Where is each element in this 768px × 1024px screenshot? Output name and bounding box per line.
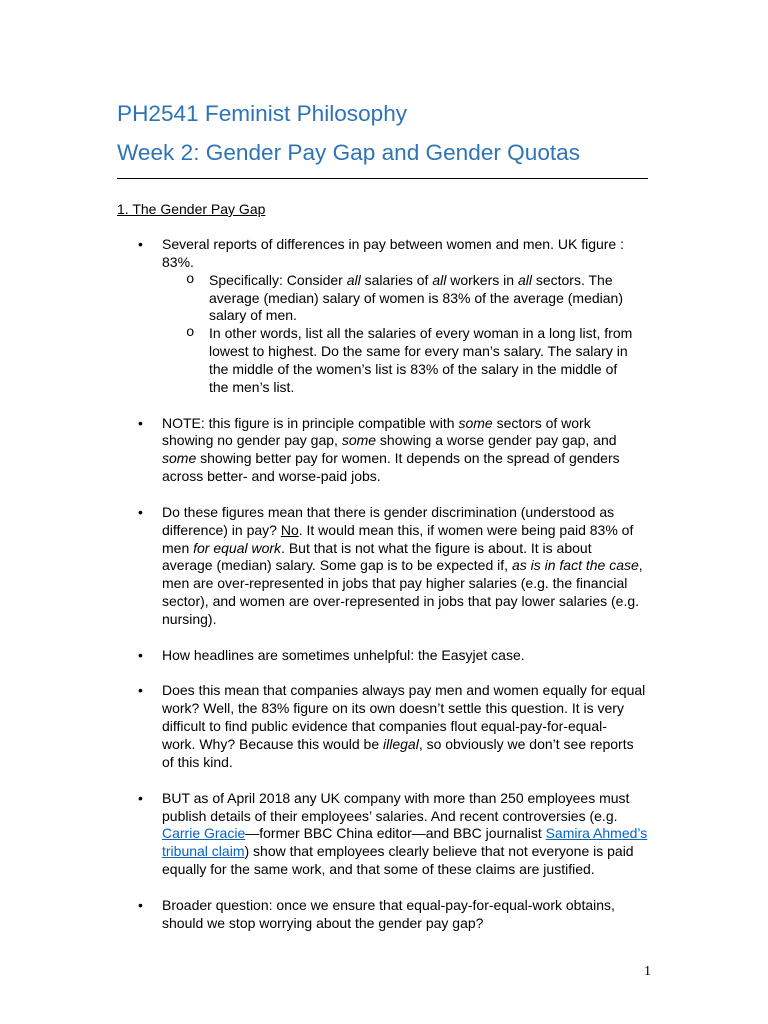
bullet-marker: •	[138, 646, 143, 663]
bullet-marker: •	[138, 236, 143, 252]
underlined-text: No	[280, 521, 299, 538]
text-run: sector), and women are over-represented in jobs that pay lower salaries (e.g.	[162, 593, 640, 610]
week-title: Week 2: Gender Pay Gap and Gender Quotas	[117, 140, 581, 165]
bullet-text	[162, 647, 647, 665]
bullet-marker: •	[138, 503, 143, 520]
text-run: work. Why? Because this would be	[162, 736, 383, 753]
text-line	[209, 379, 647, 397]
sub-bullet-item	[186, 325, 647, 396]
text-line	[162, 825, 647, 843]
hyperlink[interactable]: Samira Ahmed’s	[545, 825, 648, 842]
text-run: average (median) salary. Some gap is to be expected if,	[162, 557, 512, 574]
text-run: average (median) salary of women is 83% of the average (median)	[209, 289, 623, 306]
text-run: ,	[638, 557, 643, 574]
text-run: salaries of	[360, 271, 433, 288]
text-line	[162, 254, 647, 272]
emphasis-text: some	[341, 432, 377, 449]
text-run: Specifically: Consider	[209, 271, 347, 288]
text-run: Do these figures mean that there is gender discrimination (understood as	[162, 503, 615, 520]
emphasis-text: for equal work	[193, 539, 282, 556]
page-number: 1	[644, 964, 651, 979]
bullet-text	[162, 415, 647, 486]
text-run: the men’s list.	[209, 378, 295, 395]
sub-bullet-text	[209, 325, 647, 396]
sub-bullet-text	[209, 272, 647, 326]
emphasis-text: all	[517, 271, 532, 288]
text-line	[162, 843, 647, 861]
text-line	[209, 272, 647, 290]
text-run: . It would mean this, if women were being paid 83% of	[298, 521, 634, 538]
title-divider-rule	[117, 178, 648, 179]
bullet-text	[162, 897, 647, 933]
text-run: 83%.	[162, 253, 194, 270]
text-run: ) show that employees clearly believe that not everyone is paid	[244, 843, 634, 860]
bullet-item	[138, 236, 647, 397]
text-line	[162, 861, 647, 879]
bullet-text	[162, 790, 647, 879]
text-line	[162, 415, 647, 433]
bullet-item	[138, 646, 647, 665]
text-run: BUT as of April 2018 any UK company with more than 250 employees must	[162, 789, 630, 806]
text-run: difficult to find public evidence that companies flout equal-pay-for-equal-	[162, 718, 607, 735]
bullet-marker: •	[138, 682, 143, 699]
text-run: showing better pay for women. It depends on the spread of genders	[196, 450, 620, 467]
text-line	[209, 325, 647, 343]
text-run: across better- and worse-paid jobs.	[162, 468, 381, 485]
text-run: showing no gender pay gap,	[162, 432, 342, 449]
sub-bullet-list	[162, 272, 647, 397]
emphasis-text: as is in fact the case	[511, 557, 639, 574]
text-run: equally for the same work, and that some of these claims are justified.	[162, 861, 595, 878]
text-run: the middle of the women’s list is 83% of the salary in the middle of	[209, 361, 618, 378]
text-line	[162, 647, 647, 665]
section-heading: 1. The Gender Pay Gap	[117, 201, 266, 217]
text-line	[162, 504, 647, 522]
text-run: sectors of work	[492, 414, 591, 431]
text-run: should we stop worrying about the gender pay gap?	[162, 914, 484, 931]
text-line	[162, 915, 647, 933]
text-run: How headlines are sometimes unhelpful: the Easyjet case.	[162, 646, 525, 663]
text-run: —former BBC China editor—and BBC journalist	[245, 825, 546, 842]
text-line	[162, 718, 647, 736]
text-run: Several reports of differences in pay between women and men. UK figure :	[162, 236, 624, 252]
text-run: of this kind.	[162, 753, 233, 770]
text-run: . But that is not what the figure is about. It is about	[281, 539, 592, 556]
bullet-item	[138, 789, 648, 879]
text-line	[209, 343, 647, 361]
text-run: salary of men.	[209, 307, 297, 324]
emphasis-text: all	[432, 271, 447, 288]
text-line	[162, 897, 647, 915]
bullet-marker: •	[138, 789, 143, 806]
text-line	[162, 468, 647, 486]
bullet-list	[138, 236, 648, 933]
emphasis-text: all	[346, 271, 361, 288]
text-line	[209, 361, 647, 379]
text-line	[162, 682, 647, 700]
text-run: Broader question: once we ensure that equal-pay-for-equal-work obtains,	[162, 896, 615, 913]
bullet-item	[138, 682, 647, 771]
sub-bullet-item	[186, 271, 647, 326]
bullet-text	[162, 682, 647, 771]
text-line	[162, 236, 647, 254]
text-line	[162, 700, 647, 718]
text-run: Does this mean that companies always pay men and women equally for equal	[162, 682, 646, 699]
text-line	[162, 754, 647, 772]
bullet-text	[162, 236, 647, 272]
text-run: In other words, list all the salaries of every woman in a long list, from	[209, 325, 633, 342]
bullet-marker: •	[138, 896, 143, 913]
text-run: lowest to highest. Do the same for every man’s salary. The salary in	[209, 343, 628, 360]
text-line	[209, 290, 647, 308]
text-line	[162, 540, 647, 558]
course-title: PH2541 Feminist Philosophy	[117, 101, 408, 126]
text-run: workers in	[446, 271, 518, 288]
text-run: men are over-represented in jobs that pay higher salaries (e.g. the financial	[162, 575, 628, 592]
emphasis-text: some	[458, 414, 493, 431]
text-line	[209, 307, 647, 325]
sub-bullet-marker: o	[186, 271, 195, 288]
text-line	[162, 432, 647, 450]
text-run: , so obviously we don’t see reports	[418, 736, 634, 753]
emphasis-text: some	[162, 450, 197, 467]
text-line	[162, 575, 647, 593]
text-run: publish details of their employees’ salaries. And recent controversies (e.g.	[162, 807, 618, 824]
sub-bullet-marker: o	[186, 325, 195, 342]
text-run: men	[162, 539, 194, 556]
bullet-item	[138, 414, 647, 486]
bullet-item	[138, 503, 647, 629]
text-line	[162, 611, 647, 629]
text-line	[162, 593, 647, 611]
text-line	[162, 790, 647, 808]
bullet-item	[138, 896, 647, 933]
text-line	[162, 522, 647, 540]
hyperlink[interactable]: Carrie Gracie	[162, 825, 246, 842]
hyperlink[interactable]: tribunal claim	[162, 843, 245, 860]
text-run: sectors. The	[531, 271, 613, 288]
text-run: work? Well, the 83% figure on its own doesn’t settle this question. It is very	[162, 700, 624, 717]
text-run: nursing).	[162, 611, 217, 628]
text-line	[162, 450, 647, 468]
text-line	[162, 808, 647, 826]
text-run: showing a worse gender pay gap, and	[376, 432, 617, 449]
bullet-text	[162, 504, 647, 629]
emphasis-text: illegal	[383, 736, 419, 753]
text-line	[162, 736, 647, 754]
text-line	[162, 557, 647, 575]
bullet-marker: •	[138, 414, 143, 431]
text-run: difference) in pay?	[162, 521, 281, 538]
text-run: NOTE: this figure is in principle compatible with	[162, 414, 459, 431]
